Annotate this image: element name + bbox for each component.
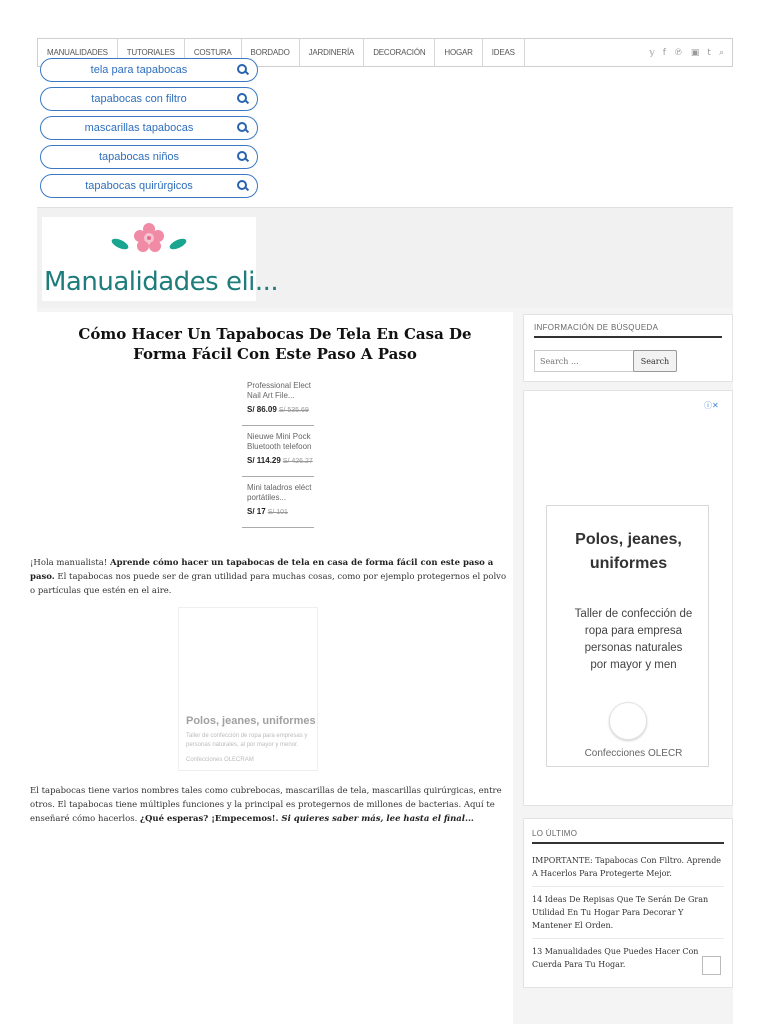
nav-item-bordado[interactable]: BORDADO xyxy=(242,39,300,66)
nav-item-manualidades[interactable]: MANUALIDADES xyxy=(38,39,118,66)
sidebar-ad[interactable] xyxy=(546,505,709,767)
ad-desc-line: personas naturales xyxy=(584,642,683,654)
product-ad-item[interactable] xyxy=(242,480,314,528)
product-name-line2: Bluetooth telefoon xyxy=(247,442,312,451)
search-suggestion[interactable] xyxy=(40,58,258,82)
site-logo[interactable] xyxy=(42,217,279,301)
product-ad-list xyxy=(242,378,314,531)
body-paragraph xyxy=(30,784,508,826)
latest-post-link[interactable]: 13 Manualidades Que Puedes Hacer Con Cuerda Para Tu Hogar. xyxy=(532,947,699,969)
nav-item-hogar[interactable]: HOGAR xyxy=(435,39,482,66)
intro-paragraph xyxy=(30,556,508,598)
product-price: S/ 17 xyxy=(247,507,266,516)
search-suggestion[interactable] xyxy=(40,145,258,169)
ad-desc-line: ropa para empresa xyxy=(584,625,683,637)
search-icon xyxy=(237,180,247,190)
search-suggestions xyxy=(40,66,258,203)
product-old-price: S/ 535.69 xyxy=(278,407,309,414)
search-suggestion-label: mascarillas tapabocas xyxy=(84,122,194,134)
search-suggestion-label: tapabocas niños xyxy=(98,151,180,163)
tumblr-icon[interactable]: t xyxy=(707,47,711,58)
nav-item-decoracion[interactable]: DECORACIÓN xyxy=(364,39,435,66)
latest-post-link[interactable]: IMPORTANTE: Tapabocas Con Filtro. Aprende A Hacerlos Para Protegerte Mejor. xyxy=(532,848,724,887)
youtube-icon[interactable]: ▣ xyxy=(690,47,700,58)
intro-rest: El tapabocas nos puede ser de gran utilidad para muchas cosas, como por ejemplo protegernos el polvo o partículas que estén en el aire. xyxy=(30,572,507,596)
para2-italic: Si quieres saber más, lee hasta el final... xyxy=(278,814,474,824)
social-links xyxy=(649,48,732,58)
nav-item-ideas[interactable]: IDEAS xyxy=(483,39,525,66)
sidebar-ad-heading: Polos, jeanes, uniformes xyxy=(575,531,682,572)
product-name: Nieuwe Mini Pock xyxy=(247,432,311,441)
ad-description: Taller de confección de ropa para empresas y personas naturales, al por mayor y menor. xyxy=(186,733,308,748)
product-price: S/ 114.29 xyxy=(247,456,281,465)
logo-text: Manualidades eli... xyxy=(44,267,279,297)
product-name: Mini taladros eléct xyxy=(247,483,312,492)
product-ad-item[interactable] xyxy=(242,378,314,426)
page-title: Cómo Hacer Un Tapabocas De Tela En Casa De Forma Fácil Con Este Paso A Paso xyxy=(78,325,472,363)
product-old-price: S/ 101 xyxy=(267,509,288,516)
search-icon xyxy=(237,93,247,103)
nav-item-tutoriales[interactable]: TUTORIALES xyxy=(118,39,185,66)
search-suggestion-label: tapabocas quirúrgicos xyxy=(85,180,193,192)
para2-bold: ¿Qué esperas? ¡Empecemos!. xyxy=(140,814,279,824)
search-suggestion[interactable] xyxy=(40,174,258,198)
adchoices-icon[interactable]: ⓘ✕ xyxy=(704,401,719,410)
scroll-to-top-button[interactable] xyxy=(702,956,721,975)
facebook-icon[interactable]: f xyxy=(662,47,666,58)
sidebar-latest-title: LO ÚLTIMO xyxy=(532,829,724,844)
ad-arrow-button[interactable] xyxy=(609,702,647,740)
search-icon xyxy=(237,64,247,74)
search-suggestion[interactable] xyxy=(40,87,258,111)
search-suggestion-label: tela para tapabocas xyxy=(90,64,188,76)
intro-prefix: ¡Hola manualista! xyxy=(30,558,110,568)
product-name-line2: Nail Art File... xyxy=(247,391,295,400)
para2-text: El tapabocas tiene varios nombres tales como cubrebocas, mascarillas de tela, mascarillas quirúrgicas, entre otros. El tapabocas tiene múltiples funciones y la principal es protegernos de millones de bacterias. Aquí te enseñaré cómo hacerlos. xyxy=(30,786,502,824)
product-name-line2: portátiles... xyxy=(247,493,287,502)
product-old-price: S/ 426.27 xyxy=(282,458,313,465)
search-icon xyxy=(237,122,247,132)
product-ad-item[interactable] xyxy=(242,429,314,477)
inline-ad[interactable] xyxy=(178,607,318,771)
sidebar-search-widget xyxy=(523,314,733,382)
search-input[interactable] xyxy=(534,350,636,372)
intro-bold: Aprende cómo hacer un tapabocas de tela en casa de forma fácil con este paso a paso. xyxy=(30,558,494,582)
ad-desc-line: Taller de confección de xyxy=(574,608,693,620)
ad-heading: Polos, jeanes, uniformes xyxy=(186,715,316,727)
ad-company: Confecciones OLECRAM xyxy=(186,757,254,763)
nav-item-jardineria[interactable]: JARDINERÍA xyxy=(300,39,365,66)
ad-desc-line: por mayor y men xyxy=(590,659,677,671)
sidebar-ad-company: Confecciones OLECR xyxy=(584,748,683,759)
search-suggestion[interactable] xyxy=(40,116,258,140)
twitter-icon[interactable]: 𝕪 xyxy=(649,47,655,58)
nav-item-costura[interactable]: COSTURA xyxy=(185,39,242,66)
pinterest-icon[interactable]: ℗ xyxy=(673,47,683,58)
search-suggestion-label: tapabocas con filtro xyxy=(91,93,187,105)
search-button[interactable]: Search xyxy=(633,350,677,372)
flower-icon xyxy=(42,217,256,267)
latest-post-link[interactable]: 14 Ideas De Repisas Que Te Serán De Gran Utilidad En Tu Hogar Para Decorar Y Mantener El Orden. xyxy=(532,887,724,939)
sidebar-ad-description xyxy=(561,606,706,674)
product-price: S/ 86.09 xyxy=(247,405,277,414)
search-icon xyxy=(237,151,247,161)
product-name: Professional Elect xyxy=(247,381,312,390)
search-icon[interactable]: ⌕ xyxy=(718,47,724,58)
sidebar-search-title: INFORMACIÓN DE BÚSQUEDA xyxy=(534,323,722,338)
